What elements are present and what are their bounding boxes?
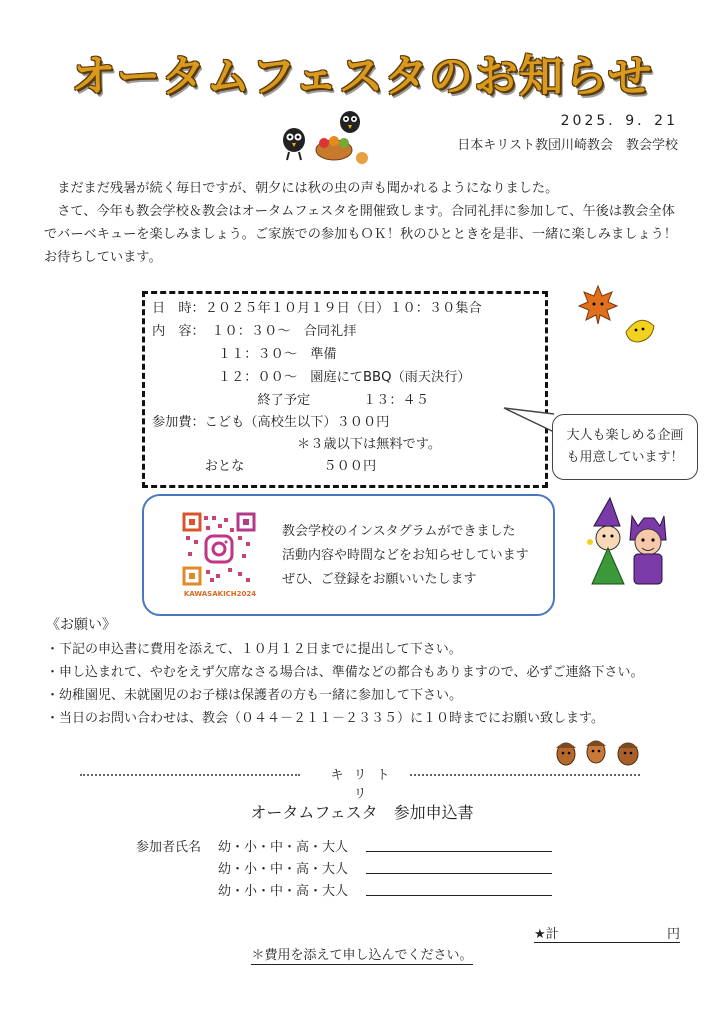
issue-date: 2025．9．21 — [560, 113, 678, 129]
form-footer-note — [0, 944, 724, 963]
total-amount-field[interactable] — [534, 923, 680, 943]
note-item-2: ・申し込まれて、やむをえず欠席なさる場合は、準備などの都合もありますので、必ずご連絡下さい。 — [46, 665, 644, 680]
event-content-3: １２：００～ 園庭にてBBQ（雨天決行） — [152, 370, 471, 385]
note-item-4: ・当日のお問い合わせは、教会（０４４－２１１－２３３５）に１０時までにお願い致します。 — [46, 711, 604, 726]
grade-options-2[interactable]: 幼・小・中・高・大人 — [218, 862, 349, 877]
speech-bubble-line-2: も用意しています！ — [566, 450, 684, 465]
instagram-line-2: 活動内容や時間などをお知らせしています — [282, 548, 529, 563]
name-field-3[interactable] — [366, 895, 552, 896]
intro-line-1: まだまだ残暑が続く毎日ですが、朝夕には秋の虫の声も聞かれるようになりました。 — [57, 181, 559, 196]
note-item-1: ・下記の申込書に費用を添えて、１０月１２日までに提出して下さい。 — [46, 642, 462, 657]
intro-line-3: でバーベキューを楽しみましょう。ご家族での参加もＯＫ！秋のひとときを是非、一緒に楽しみましょう！ — [44, 227, 677, 242]
intro-line-4: お待ちしています。 — [44, 250, 162, 265]
name-field-1[interactable] — [366, 851, 552, 852]
event-datetime: 日 時：２０２５年１０月１９日（日）１０：３０集合 — [152, 301, 482, 316]
form-footer-text: ＊費用を添えて申し込んでください。 — [251, 948, 473, 963]
notes-heading: 《お願い》 — [46, 617, 116, 633]
total-label: ★計 — [534, 927, 559, 942]
cut-line-label: キリトリ — [330, 768, 400, 802]
instagram-qr-code[interactable] — [182, 512, 256, 586]
ginkgo-leaf-icon — [622, 314, 658, 346]
event-content-2: １１：３０～ 準備 — [152, 347, 337, 362]
instagram-line-1: 教会学校のインスタグラムができました — [282, 524, 516, 539]
event-end-time: 終了予定 １３：４５ — [152, 393, 429, 408]
form-title: オータムフェスタ 参加申込書 — [250, 803, 474, 822]
event-content-1: 内 容： １０：３０～ 合同礼拝 — [152, 324, 357, 339]
intro-line-2: さて、今年も教会学校＆教会はオータムフェスタを開催致します。合同礼拝に参加して、午後は教会全体 — [57, 204, 675, 219]
name-field-2[interactable] — [366, 873, 552, 874]
maple-leaf-icon — [578, 284, 618, 326]
halloween-kids-illustration — [584, 496, 676, 588]
speech-bubble-tail — [500, 400, 560, 440]
event-fee-note: ＊３歳以下は無料です。 — [152, 437, 442, 452]
grade-options-1[interactable]: 幼・小・中・高・大人 — [218, 840, 349, 855]
cut-line — [80, 764, 650, 802]
speech-bubble-line-1: 大人も楽しめる企画 — [566, 428, 684, 443]
qr-label: KAWASAKICH2024 — [183, 590, 257, 598]
organization: 日本キリスト教団川崎教会 教会学校 — [457, 138, 678, 153]
event-fee-child: 参加費：こども（高校生以下）３００円 — [152, 415, 390, 430]
participant-name-label: 参加者氏名 — [136, 840, 202, 855]
note-item-3: ・幼稚園児、未就園児のお子様は保護者の方も一緒に参加して下さい。 — [46, 688, 463, 703]
instagram-line-3: ぜひ、ご登録をお願いいたします — [282, 572, 477, 587]
event-fee-adult: おとな ５００円 — [152, 459, 377, 474]
total-unit: 円 — [666, 927, 680, 942]
page-title: オータムフェスタのお知らせ — [71, 51, 653, 102]
grade-options-3[interactable]: 幼・小・中・高・大人 — [218, 884, 349, 899]
crows-harvest-illustration — [272, 106, 372, 170]
speech-bubble — [552, 414, 698, 480]
